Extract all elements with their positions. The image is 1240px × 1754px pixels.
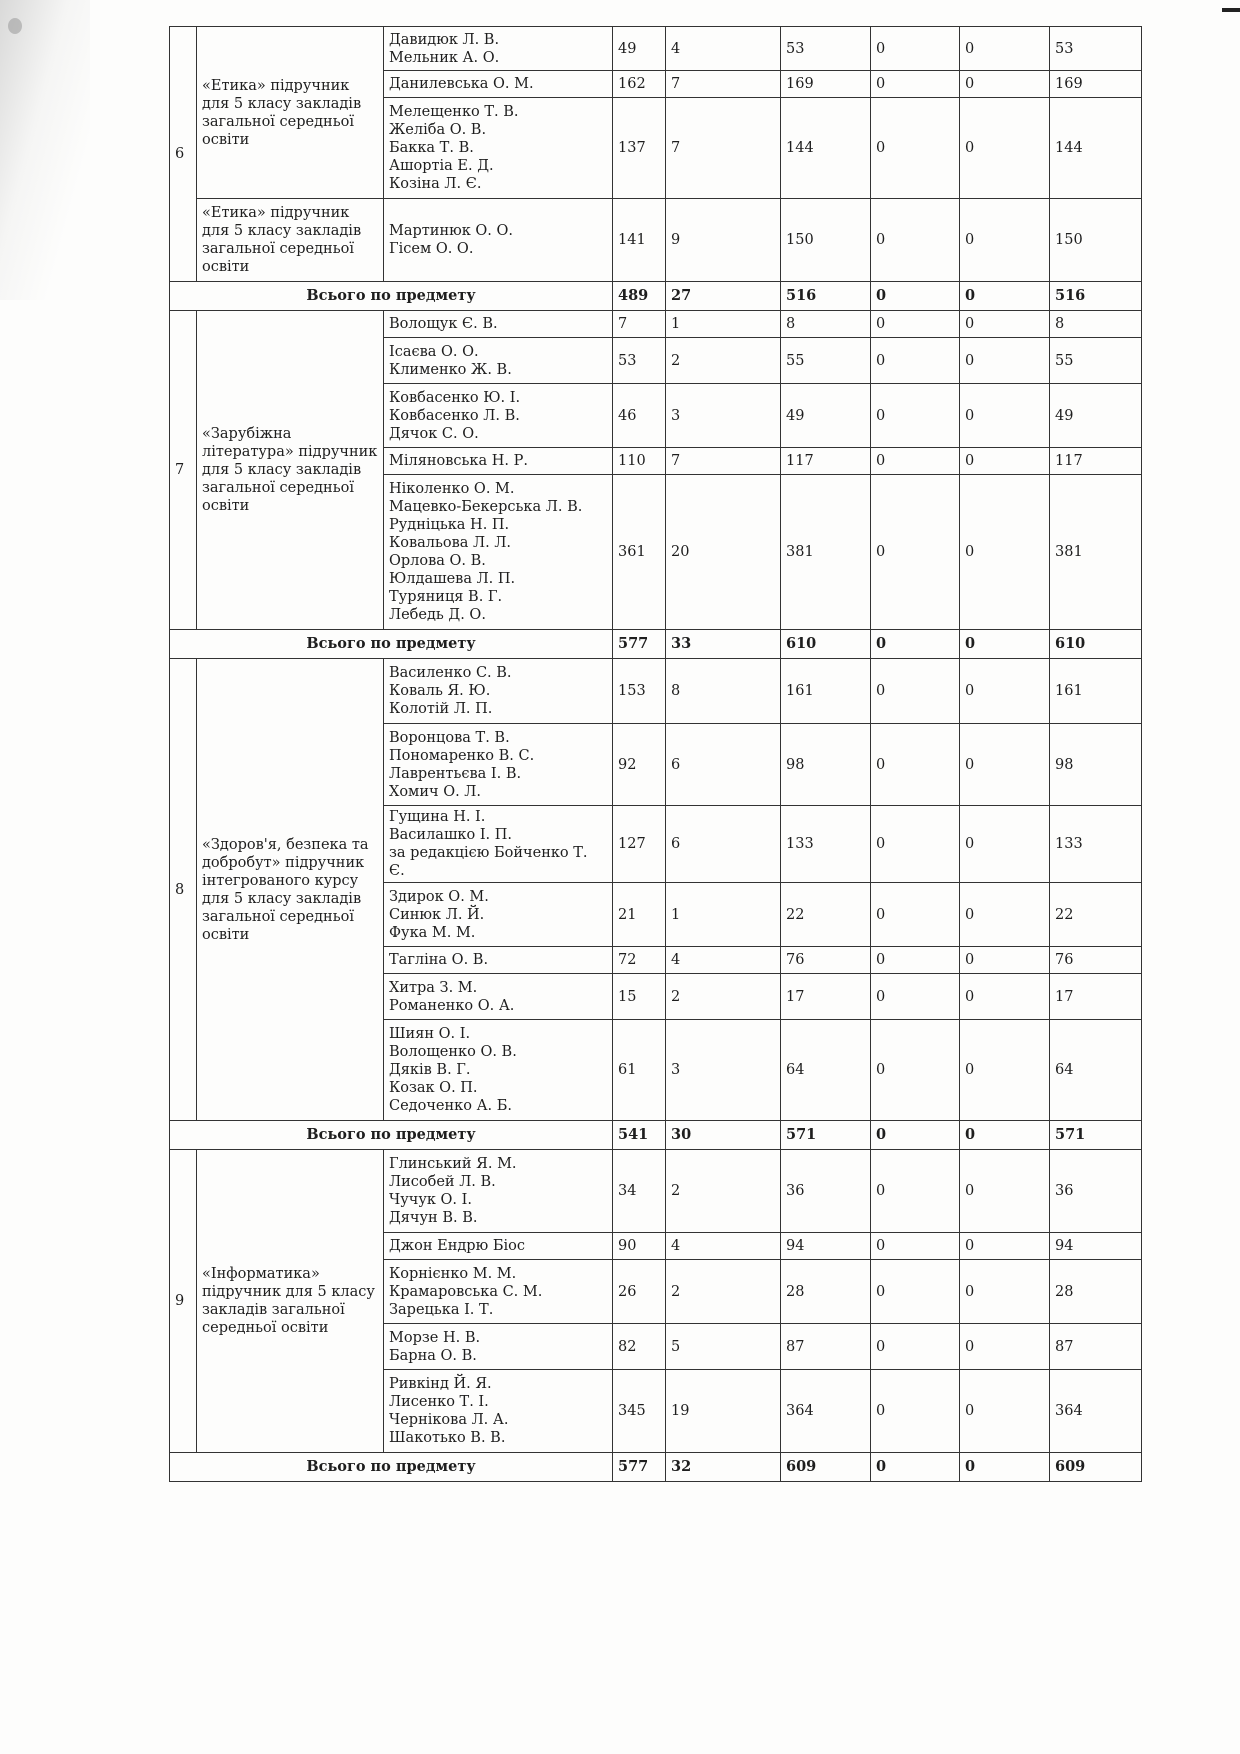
value-col-3: 22 [781,883,871,947]
value-col-5: 0 [960,311,1050,338]
authors-cell: Воронцова Т. В. Пономаренко В. С. Лаврентьєва І. В. Хомич О. Л. [384,724,613,806]
authors-cell: Мелещенко Т. В. Желіба О. В. Бакка Т. В. Ашортіа Е. Д. Козіна Л. Є. [384,98,613,199]
total-value-col-6: 610 [1050,630,1142,659]
value-col-4: 0 [871,338,960,384]
section-number-cell: 9 [170,1150,197,1453]
textbook-title-cell: «Інформатика» підручник для 5 класу закладів загальної середньої освіти [197,1150,384,1453]
authors-cell: Морзе Н. В. Барна О. В. [384,1324,613,1370]
total-value-col-5: 0 [960,282,1050,311]
total-value-col-4: 0 [871,1453,960,1482]
authors-cell: Джон Ендрю Біос [384,1233,613,1260]
authors-cell: Ривкінд Й. Я. Лисенко Т. І. Чернікова Л. А. Шакотько В. В. [384,1370,613,1453]
value-col-1: 162 [613,71,666,98]
value-col-6: 55 [1050,338,1142,384]
value-col-6: 76 [1050,947,1142,974]
value-col-3: 53 [781,27,871,71]
value-col-1: 92 [613,724,666,806]
value-col-1: 49 [613,27,666,71]
value-col-5: 0 [960,384,1050,448]
value-col-1: 72 [613,947,666,974]
total-value-col-2: 27 [666,282,781,311]
value-col-1: 46 [613,384,666,448]
total-value-col-2: 30 [666,1121,781,1150]
value-col-2: 4 [666,947,781,974]
value-col-1: 137 [613,98,666,199]
total-value-col-5: 0 [960,1121,1050,1150]
authors-cell: Василенко С. В. Коваль Я. Ю. Колотій Л. П. [384,659,613,724]
value-col-4: 0 [871,1233,960,1260]
value-col-2: 7 [666,448,781,475]
total-value-col-6: 571 [1050,1121,1142,1150]
value-col-6: 144 [1050,98,1142,199]
value-col-6: 169 [1050,71,1142,98]
value-col-1: 61 [613,1020,666,1121]
authors-cell: Данилевська О. М. [384,71,613,98]
value-col-4: 0 [871,448,960,475]
textbook-title-cell: «Здоров'я, безпека та добробут» підручник інтегрованого курсу для 5 класу закладів загальної середньої освіти [197,659,384,1121]
authors-cell: Ніколенко О. М. Мацевко-Бекерська Л. В. Рудніцька Н. П. Ковальова Л. Л. Орлова О. В. Юлдашева Л. П. Туряниця В. Г. Лебедь Д. О. [384,475,613,630]
value-col-2: 4 [666,1233,781,1260]
subject-total-label: Всього по предмету [170,1121,613,1150]
textbook-title-cell: «Етика» підручник для 5 класу закладів загальної середньої освіти [197,27,384,199]
value-col-6: 36 [1050,1150,1142,1233]
subject-total-label: Всього по предмету [170,630,613,659]
value-col-2: 7 [666,71,781,98]
value-col-6: 22 [1050,883,1142,947]
value-col-3: 55 [781,338,871,384]
value-col-2: 3 [666,384,781,448]
value-col-4: 0 [871,311,960,338]
value-col-1: 361 [613,475,666,630]
total-value-col-3: 571 [781,1121,871,1150]
value-col-6: 64 [1050,1020,1142,1121]
value-col-3: 169 [781,71,871,98]
value-col-2: 2 [666,1260,781,1324]
total-value-col-1: 541 [613,1121,666,1150]
value-col-1: 15 [613,974,666,1020]
table-row [170,27,1142,71]
value-col-4: 0 [871,384,960,448]
value-col-5: 0 [960,1324,1050,1370]
value-col-4: 0 [871,1370,960,1453]
section-number-cell: 6 [170,27,197,282]
value-col-4: 0 [871,883,960,947]
authors-cell: Здирок О. М. Синюк Л. Й. Фука М. М. [384,883,613,947]
value-col-1: 153 [613,659,666,724]
value-col-3: 364 [781,1370,871,1453]
value-col-5: 0 [960,1260,1050,1324]
value-col-6: 53 [1050,27,1142,71]
textbook-title-cell: «Етика» підручник для 5 класу закладів загальної середньої освіти [197,199,384,282]
value-col-4: 0 [871,806,960,883]
value-col-3: 36 [781,1150,871,1233]
value-col-5: 0 [960,724,1050,806]
value-col-6: 94 [1050,1233,1142,1260]
authors-cell: Шиян О. І. Волощенко О. В. Дяків В. Г. Козак О. П. Седоченко А. Б. [384,1020,613,1121]
value-col-2: 2 [666,338,781,384]
total-value-col-3: 516 [781,282,871,311]
value-col-6: 161 [1050,659,1142,724]
subject-total-row [170,1121,1142,1150]
value-col-2: 6 [666,724,781,806]
value-col-5: 0 [960,947,1050,974]
value-col-2: 2 [666,974,781,1020]
value-col-6: 87 [1050,1324,1142,1370]
value-col-1: 34 [613,1150,666,1233]
value-col-4: 0 [871,1260,960,1324]
table-body [170,27,1142,1482]
value-col-2: 1 [666,311,781,338]
value-col-3: 76 [781,947,871,974]
value-col-5: 0 [960,883,1050,947]
value-col-5: 0 [960,27,1050,71]
value-col-4: 0 [871,71,960,98]
value-col-6: 117 [1050,448,1142,475]
value-col-1: 26 [613,1260,666,1324]
total-value-col-5: 0 [960,1453,1050,1482]
value-col-4: 0 [871,1150,960,1233]
value-col-1: 82 [613,1324,666,1370]
value-col-2: 6 [666,806,781,883]
value-col-1: 90 [613,1233,666,1260]
value-col-4: 0 [871,1324,960,1370]
value-col-6: 133 [1050,806,1142,883]
scan-blot [8,18,22,34]
value-col-6: 381 [1050,475,1142,630]
total-value-col-4: 0 [871,1121,960,1150]
value-col-4: 0 [871,974,960,1020]
value-col-6: 98 [1050,724,1142,806]
total-value-col-1: 489 [613,282,666,311]
authors-cell: Ісаєва О. О. Клименко Ж. В. [384,338,613,384]
total-value-col-6: 516 [1050,282,1142,311]
authors-cell: Мартинюк О. О. Гісем О. О. [384,199,613,282]
value-col-2: 4 [666,27,781,71]
value-col-2: 3 [666,1020,781,1121]
value-col-4: 0 [871,659,960,724]
value-col-6: 17 [1050,974,1142,1020]
value-col-2: 2 [666,1150,781,1233]
value-col-5: 0 [960,98,1050,199]
value-col-3: 94 [781,1233,871,1260]
value-col-6: 150 [1050,199,1142,282]
value-col-6: 8 [1050,311,1142,338]
value-col-1: 110 [613,448,666,475]
value-col-6: 28 [1050,1260,1142,1324]
value-col-4: 0 [871,475,960,630]
table-row [170,311,1142,338]
value-col-2: 9 [666,199,781,282]
authors-cell: Ковбасенко Ю. І. Ковбасенко Л. В. Дячок С. О. [384,384,613,448]
value-col-2: 7 [666,98,781,199]
value-col-3: 133 [781,806,871,883]
value-col-2: 5 [666,1324,781,1370]
value-col-2: 19 [666,1370,781,1453]
authors-cell: Давидюк Л. В. Мельник А. О. [384,27,613,71]
authors-cell: Тагліна О. В. [384,947,613,974]
value-col-3: 161 [781,659,871,724]
value-col-6: 364 [1050,1370,1142,1453]
value-col-5: 0 [960,448,1050,475]
value-col-5: 0 [960,199,1050,282]
authors-cell: Гущина Н. І. Василашко І. П. за редакцією Бойченко Т. Є. [384,806,613,883]
value-col-2: 8 [666,659,781,724]
value-col-3: 17 [781,974,871,1020]
authors-cell: Волощук Є. В. [384,311,613,338]
total-value-col-4: 0 [871,282,960,311]
value-col-1: 127 [613,806,666,883]
value-col-3: 49 [781,384,871,448]
value-col-3: 87 [781,1324,871,1370]
textbook-orders-table [169,26,1142,1482]
value-col-5: 0 [960,71,1050,98]
total-value-col-2: 32 [666,1453,781,1482]
value-col-1: 345 [613,1370,666,1453]
value-col-5: 0 [960,659,1050,724]
authors-cell: Міляновська Н. Р. [384,448,613,475]
value-col-3: 28 [781,1260,871,1324]
value-col-4: 0 [871,27,960,71]
value-col-5: 0 [960,974,1050,1020]
value-col-3: 64 [781,1020,871,1121]
value-col-6: 49 [1050,384,1142,448]
authors-cell: Глинський Я. М. Лисобей Л. В. Чучук О. І. Дячун В. В. [384,1150,613,1233]
value-col-4: 0 [871,1020,960,1121]
table-row [170,1150,1142,1233]
value-col-5: 0 [960,1150,1050,1233]
value-col-5: 0 [960,338,1050,384]
total-value-col-3: 610 [781,630,871,659]
total-value-col-1: 577 [613,630,666,659]
authors-cell: Корнієнко М. М. Крамаровська С. М. Зарецька І. Т. [384,1260,613,1324]
table-row [170,199,1142,282]
subject-total-label: Всього по предмету [170,282,613,311]
scan-shadow [0,0,90,300]
value-col-1: 53 [613,338,666,384]
value-col-4: 0 [871,98,960,199]
value-col-3: 8 [781,311,871,338]
authors-cell: Хитра З. М. Романенко О. А. [384,974,613,1020]
subject-total-label: Всього по предмету [170,1453,613,1482]
subject-total-row [170,630,1142,659]
value-col-2: 1 [666,883,781,947]
value-col-3: 117 [781,448,871,475]
value-col-5: 0 [960,1020,1050,1121]
section-number-cell: 8 [170,659,197,1121]
value-col-4: 0 [871,199,960,282]
value-col-2: 20 [666,475,781,630]
total-value-col-1: 577 [613,1453,666,1482]
value-col-5: 0 [960,475,1050,630]
subject-total-row [170,1453,1142,1482]
value-col-5: 0 [960,1370,1050,1453]
table-row [170,659,1142,724]
total-value-col-6: 609 [1050,1453,1142,1482]
value-col-1: 7 [613,311,666,338]
value-col-3: 98 [781,724,871,806]
total-value-col-5: 0 [960,630,1050,659]
scan-edge-mark [1222,8,1240,12]
value-col-5: 0 [960,1233,1050,1260]
total-value-col-3: 609 [781,1453,871,1482]
total-value-col-2: 33 [666,630,781,659]
value-col-1: 21 [613,883,666,947]
value-col-1: 141 [613,199,666,282]
value-col-4: 0 [871,947,960,974]
section-number-cell: 7 [170,311,197,630]
textbook-title-cell: «Зарубіжна література» підручник для 5 класу закладів загальної середньої освіти [197,311,384,630]
subject-total-row [170,282,1142,311]
value-col-3: 381 [781,475,871,630]
total-value-col-4: 0 [871,630,960,659]
value-col-4: 0 [871,724,960,806]
value-col-3: 150 [781,199,871,282]
value-col-5: 0 [960,806,1050,883]
value-col-3: 144 [781,98,871,199]
